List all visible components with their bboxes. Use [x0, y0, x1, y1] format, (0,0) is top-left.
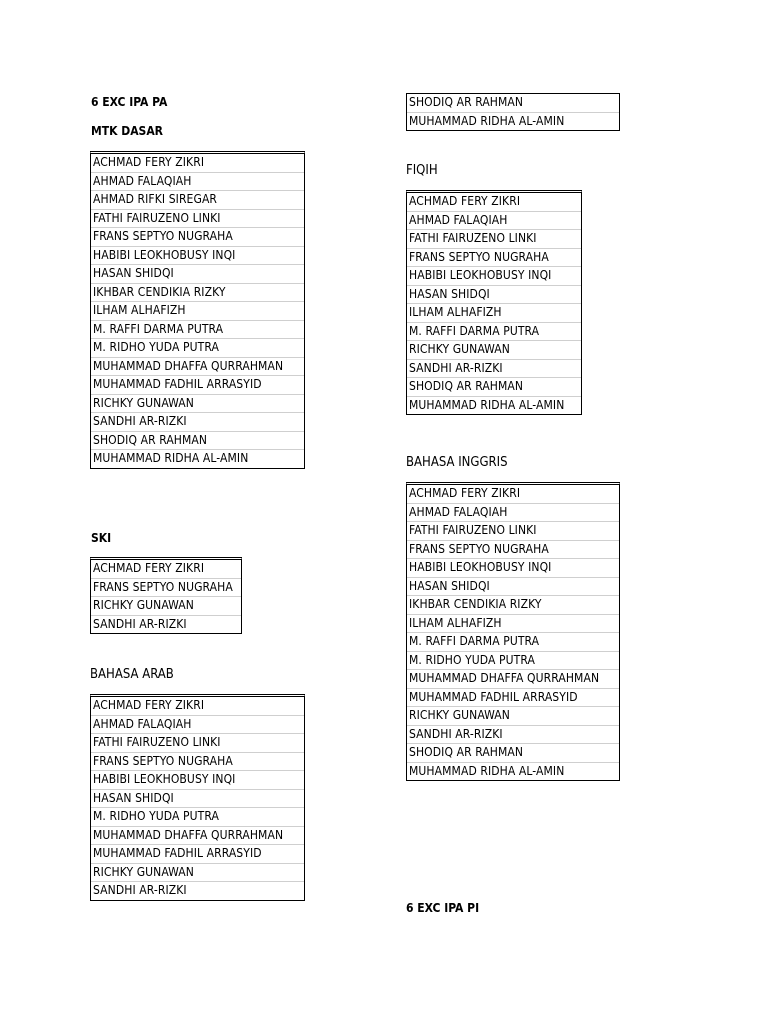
student-name-row: SHODIQ AR RAHMAN	[407, 94, 619, 113]
student-name-row: ILHAM ALHAFIZH	[407, 615, 619, 634]
class-heading-pa: 6 EXC IPA PA	[91, 95, 168, 109]
student-name-row: SANDHI AR-RIZKI	[93, 883, 187, 897]
student-name-row: HASAN SHIDQI	[91, 265, 304, 284]
student-name-row: FRANS SEPTYO NUGRAHA	[407, 249, 581, 268]
bahasa-arab-list-continued	[406, 93, 620, 131]
student-name-row: AHMAD FALAQIAH	[407, 504, 619, 523]
student-name-row: RICHKY GUNAWAN	[91, 395, 304, 414]
student-name-row: FATHI FAIRUZENO LINKI	[407, 522, 619, 541]
student-name-row: HABIBI LEOKHOBUSY INQI	[407, 267, 581, 286]
bahasa-inggris-heading: BAHASA INGGRIS	[406, 455, 508, 470]
student-name-row: FRANS SEPTYO NUGRAHA	[91, 579, 241, 598]
student-name-row: RICHKY GUNAWAN	[91, 864, 304, 883]
student-name-row: HASAN SHIDQI	[91, 790, 304, 809]
ski-list	[90, 557, 242, 634]
student-name-row: FRANS SEPTYO NUGRAHA	[91, 228, 304, 247]
student-name-row: IKHBAR CENDIKIA RIZKY	[91, 284, 304, 303]
mtk-dasar-heading: MTK DASAR	[91, 124, 163, 138]
student-name-row: FRANS SEPTYO NUGRAHA	[91, 753, 304, 772]
student-name-row: HABIBI LEOKHOBUSY INQI	[407, 559, 619, 578]
student-name-row: ILHAM ALHAFIZH	[407, 304, 581, 323]
student-name-row: MUHAMMAD DHAFFA QURRAHMAN	[91, 827, 304, 846]
student-name-row: MUHAMMAD RIDHA AL-AMIN	[409, 763, 565, 778]
student-name-row: HASAN SHIDQI	[407, 578, 619, 597]
student-name-row: SANDHI AR-RIZKI	[407, 360, 581, 379]
student-name-row: AHMAD RIFKI SIREGAR	[91, 191, 304, 210]
student-name-row: M. RIDHO YUDA PUTRA	[407, 652, 619, 671]
student-name-row: FATHI FAIRUZENO LINKI	[91, 210, 304, 229]
student-name-row: HASAN SHIDQI	[407, 286, 581, 305]
student-name-row: MUHAMMAD RIDHA AL-AMIN	[409, 113, 565, 128]
student-name-row: IKHBAR CENDIKIA RIZKY	[407, 596, 619, 615]
student-name-row: SHODIQ AR RAHMAN	[407, 744, 619, 763]
student-name-row: RICHKY GUNAWAN	[91, 597, 241, 616]
student-name-row: RICHKY GUNAWAN	[407, 707, 619, 726]
student-name-row: SHODIQ AR RAHMAN	[407, 378, 581, 397]
student-name-row: HABIBI LEOKHOBUSY INQI	[91, 247, 304, 266]
student-name-row: M. RAFFI DARMA PUTRA	[91, 321, 304, 340]
student-name-row: M. RAFFI DARMA PUTRA	[407, 633, 619, 652]
mtk-dasar-list	[90, 151, 305, 469]
student-name-row: AHMAD FALAQIAH	[407, 212, 581, 231]
student-name-row: SANDHI AR-RIZKI	[407, 726, 619, 745]
student-name-row: FATHI FAIRUZENO LINKI	[91, 734, 304, 753]
student-name-row: ACHMAD FERY ZIKRI	[407, 193, 581, 212]
bahasa-arab-list	[90, 694, 305, 901]
student-name-row: FATHI FAIRUZENO LINKI	[407, 230, 581, 249]
student-name-row: AHMAD FALAQIAH	[91, 716, 304, 735]
student-name-row: ACHMAD FERY ZIKRI	[407, 485, 619, 504]
student-name-row: ACHMAD FERY ZIKRI	[91, 697, 304, 716]
student-name-row: ACHMAD FERY ZIKRI	[91, 560, 241, 579]
student-name-row: HABIBI LEOKHOBUSY INQI	[91, 771, 304, 790]
student-name-row: MUHAMMAD FADHIL ARRASYID	[91, 376, 304, 395]
student-name-row: SHODIQ AR RAHMAN	[91, 432, 304, 451]
student-name-row: SANDHI AR-RIZKI	[93, 616, 187, 631]
student-name-row: AHMAD FALAQIAH	[91, 173, 304, 192]
student-name-row: RICHKY GUNAWAN	[407, 341, 581, 360]
student-name-row: ACHMAD FERY ZIKRI	[91, 154, 304, 173]
student-name-row: MUHAMMAD RIDHA AL-AMIN	[409, 397, 565, 412]
bahasa-inggris-list	[406, 482, 620, 781]
student-name-row: MUHAMMAD DHAFFA QURRAHMAN	[407, 670, 619, 689]
student-name-row: MUHAMMAD FADHIL ARRASYID	[91, 845, 304, 864]
class-heading-pi: 6 EXC IPA PI	[406, 901, 480, 915]
student-name-row: MUHAMMAD DHAFFA QURRAHMAN	[91, 358, 304, 377]
fiqih-list	[406, 190, 582, 415]
student-name-row: MUHAMMAD RIDHA AL-AMIN	[93, 451, 249, 465]
bahasa-arab-heading: BAHASA ARAB	[90, 667, 174, 682]
student-name-row: M. RIDHO YUDA PUTRA	[91, 339, 304, 358]
student-name-row: MUHAMMAD FADHIL ARRASYID	[407, 689, 619, 708]
student-name-row: SANDHI AR-RIZKI	[91, 413, 304, 432]
student-name-row: M. RAFFI DARMA PUTRA	[407, 323, 581, 342]
student-name-row: ILHAM ALHAFIZH	[91, 302, 304, 321]
student-name-row: M. RIDHO YUDA PUTRA	[91, 808, 304, 827]
student-name-row: FRANS SEPTYO NUGRAHA	[407, 541, 619, 560]
fiqih-heading: FIQIH	[406, 163, 438, 178]
ski-heading: SKI	[91, 531, 112, 545]
